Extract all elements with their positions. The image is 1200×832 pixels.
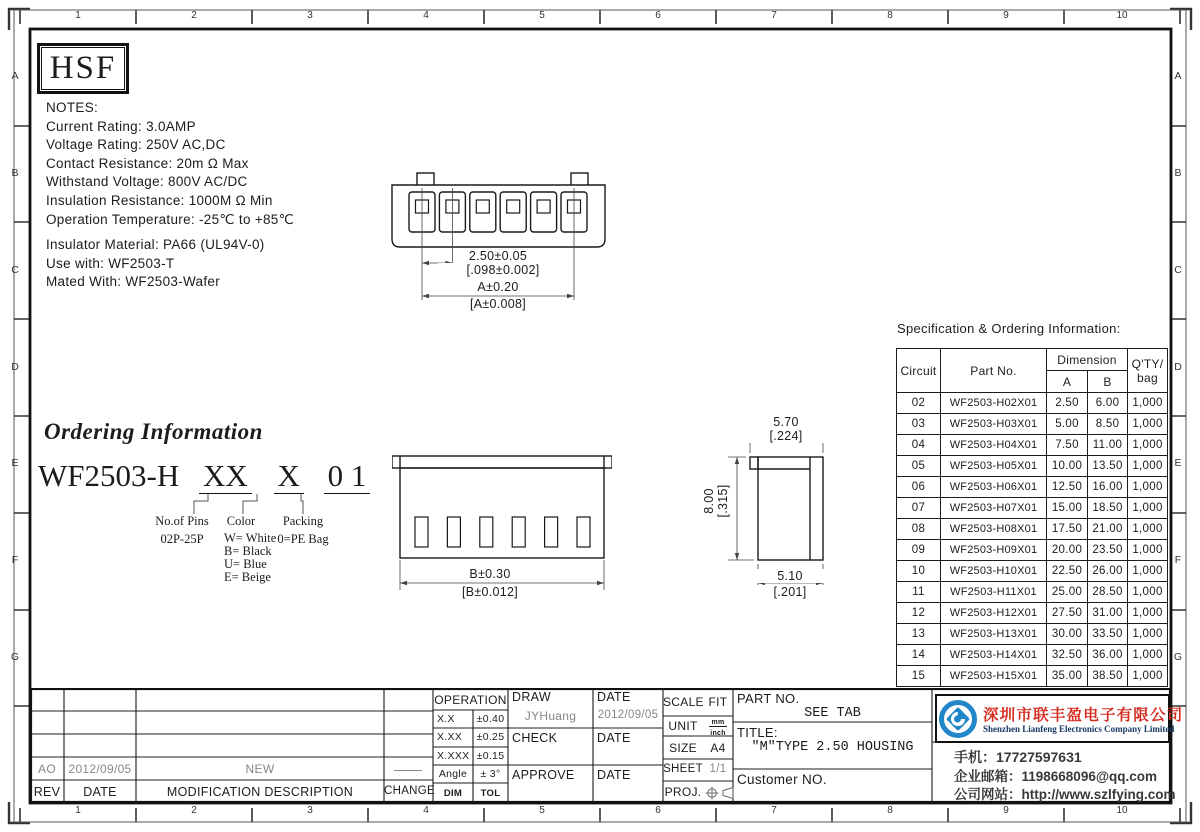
grid-ref-label: C [11,264,19,276]
spec-table-title: Specification & Ordering Information: [897,321,1121,336]
hsf-logo-inner-border [41,47,125,90]
spec-cell-circuit: 10 [897,561,941,582]
grid-ref-label: 9 [1003,10,1009,21]
right-ruler-ticks [1171,126,1186,706]
ordering-color-code: X [274,458,304,494]
spec-col-dimension: Dimension [1047,349,1128,371]
tol-value: ±0.40 [476,713,505,725]
title-value: "M"TYPE 2.50 HOUSING [751,740,914,755]
unit-value-mm: mm [711,719,725,726]
spec-cell-b: 13.50 [1088,456,1128,477]
grid-ref-label: 2 [191,10,197,21]
grid-ref-label: F [11,554,19,566]
grid-ref-label: 10 [1116,10,1128,21]
spec-cell-a: 25.00 [1047,582,1088,603]
hsf-logo-text: HSF [49,50,117,86]
spec-cell-a: 12.50 [1047,477,1088,498]
grid-ref-label: 6 [655,10,661,21]
spec-cell-qty: 1,000 [1128,645,1168,666]
spec-cell-circuit: 03 [897,414,941,435]
note-line: Mated With: WF2503-Wafer [46,274,220,290]
grid-ref-label: 4 [423,10,429,21]
grid-ref-label: G [10,651,20,663]
unit-value [703,716,733,738]
tol-value: ±0.25 [476,731,505,743]
spec-cell-a: 15.00 [1047,498,1088,519]
spec-cell-circuit: 15 [897,666,941,687]
spec-cell-part: WF2503-H10X01 [941,561,1047,582]
spec-cell-circuit: 12 [897,603,941,624]
unit-value-inch: inch [710,730,726,737]
spec-cell-b: 8.50 [1088,414,1128,435]
size-label: SIZE [669,741,697,755]
company-website: 公司网站：http://www.szlfying.com [954,787,1176,802]
dimension-label-h-in: [.315] [716,484,730,518]
grid-ref-label: 8 [887,10,893,21]
grid-ref-label: 7 [771,10,777,21]
grid-ref-label: B [11,167,19,179]
grid-ref-label: 5 [539,805,545,816]
dimension-label-h [698,463,734,539]
ordering-pins-code: XX [199,458,252,494]
spec-cell-b: 6.00 [1088,393,1128,414]
ordering-color-option: B= Black [224,544,272,558]
grid-ref-label: B [1174,167,1182,179]
spec-table-row [897,456,1168,477]
spec-cell-circuit: 14 [897,645,941,666]
spec-cell-part: WF2503-H05X01 [941,456,1047,477]
grid-ref-label: 7 [771,805,777,816]
company-name-cn: 深圳市联丰盈电子有限公司 [983,707,1184,724]
spec-cell-qty: 1,000 [1128,603,1168,624]
spec-cell-part: WF2503-H02X01 [941,393,1047,414]
spec-cell-a: 10.00 [1047,456,1088,477]
ordering-color-option: W= White [224,531,277,545]
spec-table-row [897,645,1168,666]
spec-cell-part: WF2503-H15X01 [941,666,1047,687]
ordering-packing-label: Packing [282,514,324,528]
dimension-label-a-mm: A±0.20 [477,280,519,294]
ordering-color-label: Color [226,514,256,528]
spec-cell-a: 22.50 [1047,561,1088,582]
grid-ref-label: A [1174,70,1182,82]
spec-cell-qty: 1,000 [1128,540,1168,561]
spec-col-part: Part No. [941,349,1047,393]
spec-col-qty [1128,349,1168,393]
grid-ref-label: 3 [307,10,313,21]
spec-cell-qty: 1,000 [1128,393,1168,414]
spec-cell-part: WF2503-H06X01 [941,477,1047,498]
spec-col-qty-line2: bag [1137,370,1158,385]
spec-cell-b: 28.50 [1088,582,1128,603]
spec-cell-circuit: 09 [897,540,941,561]
spec-cell-circuit: 07 [897,498,941,519]
spec-cell-circuit: 05 [897,456,941,477]
spec-table-row [897,540,1168,561]
spec-cell-qty: 1,000 [1128,414,1168,435]
rev-header-rev: REV [33,785,61,799]
part-no-value: SEE TAB [804,706,861,721]
grid-ref-label: G [1173,651,1183,663]
spec-cell-part: WF2503-H03X01 [941,414,1047,435]
grid-ref-label: 10 [1116,805,1128,816]
ordering-packing-option: 0=PE Bag [277,532,329,546]
ordering-title: Ordering Information [44,419,263,444]
spec-cell-b: 23.50 [1088,540,1128,561]
rev-change-dash [394,770,422,771]
spec-cell-qty: 1,000 [1128,498,1168,519]
notes-block [46,99,294,292]
spec-cell-qty: 1,000 [1128,561,1168,582]
spec-col-a: A [1047,371,1088,393]
size-value: A4 [710,741,726,755]
sheet-label: SHEET [663,763,703,775]
spec-cell-a: 5.00 [1047,414,1088,435]
spec-cell-qty: 1,000 [1128,582,1168,603]
spec-cell-part: WF2503-H08X01 [941,519,1047,540]
spec-cell-part: WF2503-H04X01 [941,435,1047,456]
spec-col-circuit: Circuit [897,349,941,393]
ordering-part-number [38,458,370,494]
grid-ref-label: A [11,70,19,82]
note-line: Current Rating: 3.0AMP [46,118,196,134]
spec-table [896,348,1168,687]
unit-label: UNIT [668,719,698,733]
draw-name: JYHuang [524,709,577,723]
draw-date: 2012/09/05 [597,709,659,721]
spec-cell-b: 33.50 [1088,624,1128,645]
rev-header-change: CHANGE [384,785,436,797]
spec-col-b: B [1088,371,1128,393]
spec-cell-part: WF2503-H11X01 [941,582,1047,603]
grid-ref-label: 4 [423,805,429,816]
grid-ref-label: 3 [307,805,313,816]
sheet-value: 1/1 [709,763,727,775]
spec-cell-a: 35.00 [1047,666,1088,687]
projection-label: PROJ. [664,785,702,799]
notes-title: NOTES: [46,100,99,115]
date-label: DATE [597,768,631,782]
spec-table-body [897,393,1168,687]
scale-label: SCALE [663,695,704,709]
grid-ref-label: E [1174,457,1182,469]
dimension-label-d-mm: 5.10 [744,569,836,583]
spec-cell-b: 31.00 [1088,603,1128,624]
spec-cell-circuit: 11 [897,582,941,603]
note-line: Withstand Voltage: 800V AC/DC [46,174,248,190]
spec-cell-b: 21.00 [1088,519,1128,540]
company-phone: 手机：17727597631 [954,749,1082,765]
dimension-label-d-in: [.201] [744,585,836,599]
grid-ref-label: 9 [1003,805,1009,816]
tol-footer-dim: DIM [443,788,463,799]
approve-label: APPROVE [512,768,575,782]
rev-header-description: MODIFICATION DESCRIPTION [166,785,354,799]
ordering-color-option: U= Blue [224,557,267,571]
spec-table-row [897,435,1168,456]
spec-cell-part: WF2503-H07X01 [941,498,1047,519]
company-email: 企业邮箱：1198668096@qq.com [954,769,1158,784]
tol-dim-label: X.XXX [437,750,470,762]
spec-cell-circuit: 13 [897,624,941,645]
grid-ref-label: D [11,361,19,373]
spec-cell-b: 16.00 [1088,477,1128,498]
rev-value: AO [38,762,56,776]
draw-label: DRAW [512,690,551,704]
spec-cell-a: 2.50 [1047,393,1088,414]
scale-value: FIT [708,695,728,709]
spec-table-row [897,624,1168,645]
spec-table-row [897,498,1168,519]
spec-table-row [897,603,1168,624]
spec-table-row [897,414,1168,435]
spec-cell-a: 27.50 [1047,603,1088,624]
grid-ref-label: D [1174,361,1182,373]
spec-cell-circuit: 04 [897,435,941,456]
part-no-label: PART NO. [737,691,800,706]
spec-cell-qty: 1,000 [1128,624,1168,645]
spec-cell-b: 38.50 [1088,666,1128,687]
ordering-pack-code: 0 1 [324,458,371,494]
spec-cell-circuit: 08 [897,519,941,540]
dimension-label-w-in: [.224] [740,429,832,443]
spec-col-qty-line1: Q'TY/ [1131,356,1164,371]
spec-cell-a: 30.00 [1047,624,1088,645]
ordering-pins-range: 02P-25P [160,532,204,546]
left-ruler-ticks [14,126,30,706]
tol-angle-label: Angle [438,768,468,780]
spec-table-row [897,666,1168,687]
spec-cell-qty: 1,000 [1128,456,1168,477]
ordering-color-option: E= Beige [224,570,271,584]
tol-dim-label: X.XX [437,731,463,743]
dimension-label-pitch-in: [.098±0.002] [438,263,568,277]
spec-cell-qty: 1,000 [1128,435,1168,456]
spec-cell-b: 11.00 [1088,435,1128,456]
notes-spacer [46,229,294,236]
company-name-en: Shenzhen Lianfeng Electronics Company Limited [983,724,1175,734]
spec-cell-circuit: 02 [897,393,941,414]
spec-cell-b: 18.50 [1088,498,1128,519]
dimension-label-w-mm: 5.70 [740,415,832,429]
projection-symbol-icon [705,786,735,800]
grid-ref-label: E [11,457,19,469]
spec-cell-part: WF2503-H14X01 [941,645,1047,666]
spec-cell-part: WF2503-H12X01 [941,603,1047,624]
operation-header: OPERATION [434,693,507,707]
rev-description-value: NEW [245,762,275,776]
dimension-label-b-mm: B±0.30 [469,567,511,581]
date-label: DATE [597,690,631,704]
spec-cell-b: 26.00 [1088,561,1128,582]
note-line: Voltage Rating: 250V AC,DC [46,137,226,153]
customer-no-label: Customer NO. [737,772,827,787]
spec-cell-qty: 1,000 [1128,477,1168,498]
spec-cell-a: 32.50 [1047,645,1088,666]
spec-table-row [897,393,1168,414]
dimension-label-a-in: [A±0.008] [469,297,527,311]
spec-cell-qty: 1,000 [1128,519,1168,540]
note-line: Contact Resistance: 20m Ω Max [46,155,249,171]
check-label: CHECK [512,731,558,745]
spec-table-row [897,477,1168,498]
note-line: Operation Temperature: -25℃ to +85℃ [46,211,295,227]
spec-cell-a: 20.00 [1047,540,1088,561]
grid-ref-label: 6 [655,805,661,816]
ordering-pins-label: No.of Pins [155,514,209,528]
title-label: TITLE: [737,725,778,740]
spec-cell-a: 17.50 [1047,519,1088,540]
rev-date-value: 2012/09/05 [68,762,132,776]
spec-cell-a: 7.50 [1047,435,1088,456]
spec-table-row [897,519,1168,540]
company-logo [938,699,978,739]
grid-ref-label: 1 [75,805,81,816]
spec-cell-circuit: 06 [897,477,941,498]
dimension-label-pitch-mm: 2.50±0.05 [468,249,528,263]
tol-value: ±0.15 [476,750,505,762]
note-line: Insulator Material: PA66 (UL94V-0) [46,237,265,253]
tol-dim-label: X.X [437,713,455,725]
dimension-label-h-mm: 8.00 [702,488,716,514]
date-label: DATE [597,731,631,745]
grid-ref-label: F [1174,554,1182,566]
grid-ref-label: 5 [539,10,545,21]
tol-footer-tol: TOL [480,788,501,799]
spec-cell-qty: 1,000 [1128,666,1168,687]
grid-ref-label: 2 [191,805,197,816]
rev-header-date: DATE [83,785,117,799]
note-line: Insulation Resistance: 1000M Ω Min [46,192,273,208]
grid-ref-label: C [1174,264,1182,276]
spec-table-row [897,582,1168,603]
spec-cell-part: WF2503-H13X01 [941,624,1047,645]
ordering-base-code: WF2503-H [38,458,180,493]
grid-ref-label: 8 [887,805,893,816]
spec-cell-part: WF2503-H09X01 [941,540,1047,561]
ordering-leader-lines [180,494,340,516]
note-line: Use with: WF2503-T [46,255,175,271]
tol-angle-value: ± 3° [480,768,501,780]
dimension-label-b-in: [B±0.012] [430,585,550,599]
grid-ref-label: 1 [75,10,81,21]
spec-cell-b: 36.00 [1088,645,1128,666]
spec-table-row [897,561,1168,582]
hsf-logo [37,43,129,94]
